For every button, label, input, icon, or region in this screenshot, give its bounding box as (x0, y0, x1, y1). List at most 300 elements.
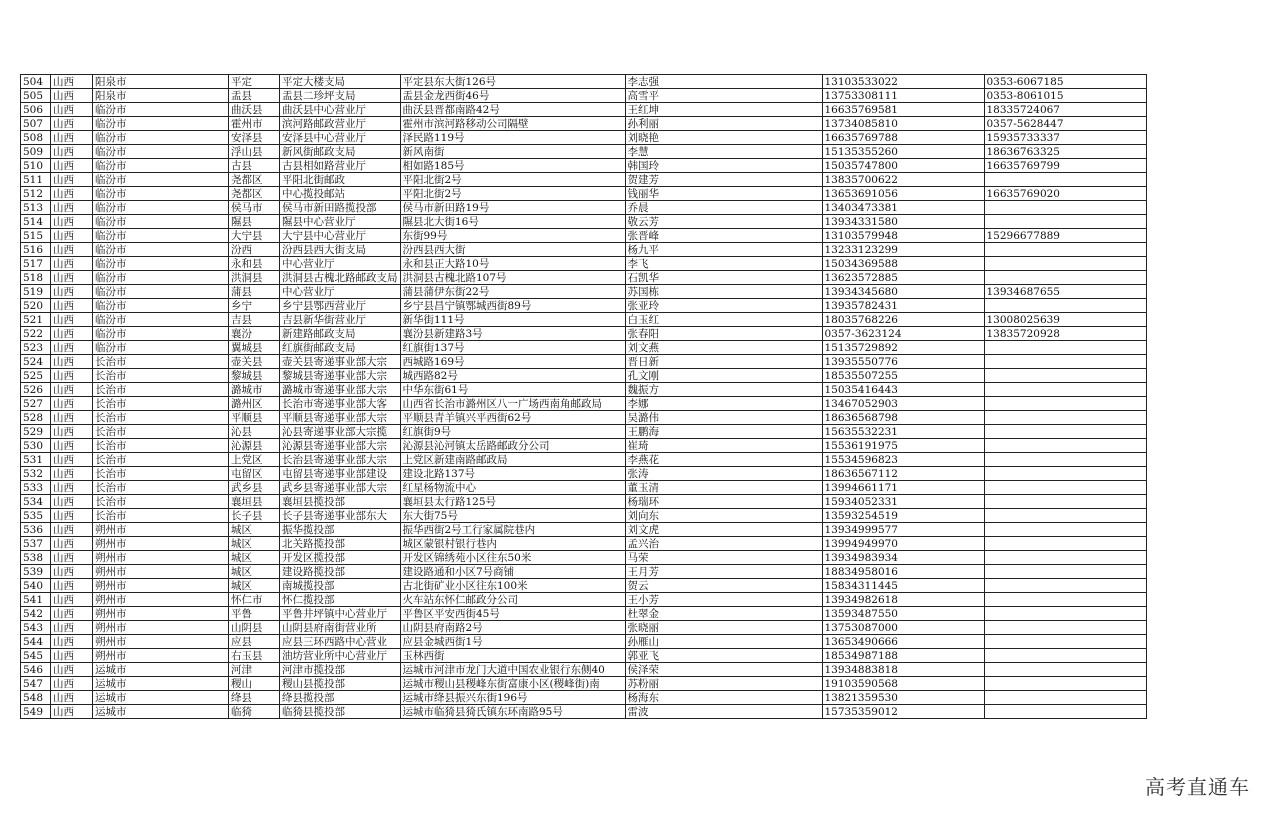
city-cell: 长治市 (93, 481, 229, 495)
contact-name-cell: 侯泽荣 (625, 663, 822, 677)
district-cell: 河津 (229, 663, 280, 677)
province-cell: 山西 (51, 663, 93, 677)
table-row (21, 201, 1147, 215)
district-cell: 城区 (229, 551, 280, 565)
city-cell: 朔州市 (93, 579, 229, 593)
branch-name-cell: 中心揽投邮站 (280, 187, 401, 201)
city-cell: 朔州市 (93, 537, 229, 551)
alt-phone-cell (984, 173, 1146, 187)
branch-name-cell: 应县三环西路中心营业 (280, 635, 401, 649)
province-cell: 山西 (51, 649, 93, 663)
city-cell: 长治市 (93, 383, 229, 397)
alt-phone-cell (984, 243, 1146, 257)
address-cell: 开发区锦绣苑小区往东50米 (400, 551, 625, 565)
province-cell: 山西 (51, 453, 93, 467)
province-cell: 山西 (51, 257, 93, 271)
address-cell: 运城市稷山县稷峰东街富康小区(稷峰街)南 (400, 677, 625, 691)
province-cell: 山西 (51, 467, 93, 481)
address-cell: 平阳北街2号 (400, 187, 625, 201)
alt-phone-cell (984, 537, 1146, 551)
province-cell: 山西 (51, 103, 93, 117)
row-number-cell: 546 (21, 663, 51, 677)
address-cell: 振华西街2号工行家属院巷内 (400, 523, 625, 537)
row-number-cell: 530 (21, 439, 51, 453)
city-cell: 长治市 (93, 453, 229, 467)
alt-phone-cell (984, 523, 1146, 537)
table-body (21, 75, 1147, 719)
branch-name-cell: 襄垣县揽投部 (280, 495, 401, 509)
table-row (21, 75, 1147, 89)
contact-name-cell: 张涛 (625, 467, 822, 481)
phone-cell: 15135729892 (822, 341, 984, 355)
address-cell: 城西路82号 (400, 369, 625, 383)
branch-name-cell: 吉县新华街营业厅 (280, 313, 401, 327)
city-cell: 长治市 (93, 509, 229, 523)
district-cell: 潞城市 (229, 383, 280, 397)
table-row (21, 369, 1147, 383)
phone-cell: 13935550776 (822, 355, 984, 369)
contact-name-cell: 苏国栋 (625, 285, 822, 299)
address-cell: 霍州市滨河路移动公司隔壁 (400, 117, 625, 131)
address-cell: 运城市临猗县猗氏镇东环南路95号 (400, 705, 625, 719)
row-number-cell: 518 (21, 271, 51, 285)
district-cell: 上党区 (229, 453, 280, 467)
table-row (21, 579, 1147, 593)
contact-name-cell: 李飞 (625, 257, 822, 271)
contact-name-cell: 王红坤 (625, 103, 822, 117)
city-cell: 朔州市 (93, 551, 229, 565)
contact-name-cell: 贺云 (625, 579, 822, 593)
table-row (21, 467, 1147, 481)
city-cell: 运城市 (93, 705, 229, 719)
district-cell: 城区 (229, 579, 280, 593)
phone-cell: 18834958016 (822, 565, 984, 579)
alt-phone-cell: 13008025639 (984, 313, 1146, 327)
province-cell: 山西 (51, 705, 93, 719)
district-cell: 隰县 (229, 215, 280, 229)
province-cell: 山西 (51, 425, 93, 439)
row-number-cell: 527 (21, 397, 51, 411)
alt-phone-cell (984, 607, 1146, 621)
row-number-cell: 512 (21, 187, 51, 201)
phone-cell: 15534596823 (822, 453, 984, 467)
branch-name-cell: 屯留县寄递事业部建设 (280, 467, 401, 481)
city-cell: 长治市 (93, 467, 229, 481)
row-number-cell: 519 (21, 285, 51, 299)
district-cell: 平顺县 (229, 411, 280, 425)
district-cell: 山阴县 (229, 621, 280, 635)
branch-name-cell: 武乡县寄递事业部大宗 (280, 481, 401, 495)
alt-phone-cell (984, 509, 1146, 523)
contact-name-cell: 刘文燕 (625, 341, 822, 355)
city-cell: 长治市 (93, 355, 229, 369)
address-cell: 中华东街61号 (400, 383, 625, 397)
alt-phone-cell (984, 621, 1146, 635)
row-number-cell: 504 (21, 75, 51, 89)
phone-cell: 15834311445 (822, 579, 984, 593)
table-row (21, 187, 1147, 201)
contact-name-cell: 孔文刚 (625, 369, 822, 383)
contact-name-cell: 杜翠金 (625, 607, 822, 621)
address-cell: 西城路169号 (400, 355, 625, 369)
alt-phone-cell (984, 677, 1146, 691)
city-cell: 运城市 (93, 691, 229, 705)
alt-phone-cell: 15935733337 (984, 131, 1146, 145)
address-cell: 隰县北大街16号 (400, 215, 625, 229)
province-cell: 山西 (51, 243, 93, 257)
contact-name-cell: 李燕花 (625, 453, 822, 467)
address-cell: 平顺县青羊镇兴平西街62号 (400, 411, 625, 425)
row-number-cell: 524 (21, 355, 51, 369)
contact-name-cell: 晋日新 (625, 355, 822, 369)
province-cell: 山西 (51, 383, 93, 397)
province-cell: 山西 (51, 551, 93, 565)
alt-phone-cell: 13934687655 (984, 285, 1146, 299)
city-cell: 临汾市 (93, 313, 229, 327)
district-cell: 洪洞县 (229, 271, 280, 285)
phone-cell: 18636568798 (822, 411, 984, 425)
address-cell: 襄汾县新建路3号 (400, 327, 625, 341)
branch-name-cell: 平鲁井坪镇中心营业厅 (280, 607, 401, 621)
district-cell: 右玉县 (229, 649, 280, 663)
contact-name-cell: 崔琦 (625, 439, 822, 453)
district-cell: 曲沃县 (229, 103, 280, 117)
table-row (21, 159, 1147, 173)
table-row (21, 341, 1147, 355)
phone-cell: 18534987188 (822, 649, 984, 663)
alt-phone-cell: 0357-5628447 (984, 117, 1146, 131)
city-cell: 临汾市 (93, 145, 229, 159)
phone-cell: 15135355260 (822, 145, 984, 159)
row-number-cell: 528 (21, 411, 51, 425)
row-number-cell: 534 (21, 495, 51, 509)
contact-name-cell: 张春阳 (625, 327, 822, 341)
contact-name-cell: 刘文虎 (625, 523, 822, 537)
row-number-cell: 541 (21, 593, 51, 607)
branch-name-cell: 长子县寄递事业部东大 (280, 509, 401, 523)
district-cell: 盂县 (229, 89, 280, 103)
city-cell: 临汾市 (93, 243, 229, 257)
alt-phone-cell (984, 481, 1146, 495)
table-row (21, 453, 1147, 467)
phone-cell: 13103533022 (822, 75, 984, 89)
table-row (21, 257, 1147, 271)
contact-name-cell: 杨海东 (625, 691, 822, 705)
branch-name-cell: 平顺县寄递事业部大宗 (280, 411, 401, 425)
district-cell: 怀仁市 (229, 593, 280, 607)
branch-name-cell: 新建路邮政支局 (280, 327, 401, 341)
phone-cell: 13653490666 (822, 635, 984, 649)
district-cell: 浮山县 (229, 145, 280, 159)
address-cell: 沁源县沁河镇太岳路邮政分公司 (400, 439, 625, 453)
branch-name-cell: 油坊营业所中心营业厅 (280, 649, 401, 663)
phone-cell: 13623572885 (822, 271, 984, 285)
city-cell: 临汾市 (93, 117, 229, 131)
branch-name-cell: 长治县寄递事业部大宗 (280, 453, 401, 467)
branch-name-cell: 安泽县中心营业厅 (280, 131, 401, 145)
alt-phone-cell (984, 411, 1146, 425)
table-row (21, 89, 1147, 103)
branch-name-cell: 北关路揽投部 (280, 537, 401, 551)
province-cell: 山西 (51, 145, 93, 159)
address-cell: 红星杨物流中心 (400, 481, 625, 495)
branch-name-cell: 平定大楼支局 (280, 75, 401, 89)
province-cell: 山西 (51, 523, 93, 537)
district-cell: 城区 (229, 523, 280, 537)
branch-name-cell: 长治市寄递事业部大客 (280, 397, 401, 411)
phone-cell: 15536191975 (822, 439, 984, 453)
row-number-cell: 521 (21, 313, 51, 327)
alt-phone-cell: 18636763325 (984, 145, 1146, 159)
alt-phone-cell (984, 705, 1146, 719)
phone-cell: 15735359012 (822, 705, 984, 719)
address-cell: 运城市河津市龙门大道中国农业银行东侧40 (400, 663, 625, 677)
row-number-cell: 543 (21, 621, 51, 635)
table-row (21, 229, 1147, 243)
province-cell: 山西 (51, 117, 93, 131)
city-cell: 长治市 (93, 369, 229, 383)
table-row (21, 691, 1147, 705)
city-cell: 朔州市 (93, 621, 229, 635)
alt-phone-cell (984, 453, 1146, 467)
district-cell: 永和县 (229, 257, 280, 271)
row-number-cell: 511 (21, 173, 51, 187)
district-cell: 侯马市 (229, 201, 280, 215)
city-cell: 朔州市 (93, 523, 229, 537)
city-cell: 长治市 (93, 495, 229, 509)
city-cell: 长治市 (93, 425, 229, 439)
province-cell: 山西 (51, 215, 93, 229)
address-cell: 永和县正大路10号 (400, 257, 625, 271)
province-cell: 山西 (51, 285, 93, 299)
address-cell: 城区蒙银村银行巷内 (400, 537, 625, 551)
branch-name-cell: 盂县二珍坪支局 (280, 89, 401, 103)
branch-name-cell: 中心营业厅 (280, 257, 401, 271)
city-cell: 临汾市 (93, 285, 229, 299)
district-cell: 城区 (229, 537, 280, 551)
branch-name-cell: 新风街邮政支局 (280, 145, 401, 159)
phone-cell: 0357-3623124 (822, 327, 984, 341)
phone-cell: 18035768226 (822, 313, 984, 327)
province-cell: 山西 (51, 397, 93, 411)
alt-phone-cell (984, 565, 1146, 579)
district-cell: 黎城县 (229, 369, 280, 383)
alt-phone-cell (984, 495, 1146, 509)
table-row (21, 355, 1147, 369)
province-cell: 山西 (51, 537, 93, 551)
district-cell: 沁源县 (229, 439, 280, 453)
district-cell: 襄垣县 (229, 495, 280, 509)
contact-name-cell: 苏粉丽 (625, 677, 822, 691)
phone-cell: 19103590568 (822, 677, 984, 691)
table-row (21, 145, 1147, 159)
contact-name-cell: 孟兴治 (625, 537, 822, 551)
row-number-cell: 526 (21, 383, 51, 397)
address-cell: 新华街111号 (400, 313, 625, 327)
table-row (21, 383, 1147, 397)
phone-cell: 13934983934 (822, 551, 984, 565)
row-number-cell: 535 (21, 509, 51, 523)
phone-cell: 13403473381 (822, 201, 984, 215)
district-cell: 蒲县 (229, 285, 280, 299)
contact-name-cell: 刘晓艳 (625, 131, 822, 145)
contact-name-cell: 乔晨 (625, 201, 822, 215)
branch-name-cell: 振华揽投部 (280, 523, 401, 537)
branch-name-cell: 壶关县寄递事业部大宗 (280, 355, 401, 369)
row-number-cell: 525 (21, 369, 51, 383)
branch-name-cell: 中心营业厅 (280, 285, 401, 299)
row-number-cell: 520 (21, 299, 51, 313)
district-cell: 乡宁 (229, 299, 280, 313)
address-cell: 乡宁县昌宁镇鄂城西街89号 (400, 299, 625, 313)
alt-phone-cell: 15296677889 (984, 229, 1146, 243)
province-cell: 山西 (51, 131, 93, 145)
alt-phone-cell (984, 551, 1146, 565)
phone-cell: 13935782431 (822, 299, 984, 313)
province-cell: 山西 (51, 593, 93, 607)
phone-cell: 13821359530 (822, 691, 984, 705)
contact-name-cell: 郭亚飞 (625, 649, 822, 663)
province-cell: 山西 (51, 621, 93, 635)
phone-cell: 13593487550 (822, 607, 984, 621)
row-number-cell: 540 (21, 579, 51, 593)
row-number-cell: 539 (21, 565, 51, 579)
city-cell: 朔州市 (93, 649, 229, 663)
phone-cell: 15635532231 (822, 425, 984, 439)
phone-cell: 13653691056 (822, 187, 984, 201)
province-cell: 山西 (51, 173, 93, 187)
province-cell: 山西 (51, 411, 93, 425)
alt-phone-cell (984, 439, 1146, 453)
address-cell: 汾西县西大街 (400, 243, 625, 257)
branch-name-cell: 开发区揽投部 (280, 551, 401, 565)
address-cell: 新风南街 (400, 145, 625, 159)
table-row (21, 327, 1147, 341)
phone-cell: 18636567112 (822, 467, 984, 481)
address-cell: 火车站东怀仁邮政分公司 (400, 593, 625, 607)
province-cell: 山西 (51, 313, 93, 327)
table-row (21, 103, 1147, 117)
alt-phone-cell (984, 579, 1146, 593)
province-cell: 山西 (51, 299, 93, 313)
table-row (21, 397, 1147, 411)
phone-cell: 13467052903 (822, 397, 984, 411)
address-cell: 山阴县府南路2号 (400, 621, 625, 635)
branch-name-cell: 侯马市新田路揽投部 (280, 201, 401, 215)
address-cell: 平阳北街2号 (400, 173, 625, 187)
table-row (21, 537, 1147, 551)
alt-phone-cell (984, 593, 1146, 607)
branch-name-cell: 建设路揽投部 (280, 565, 401, 579)
branch-name-cell: 洪洞县古槐北路邮政支局 (280, 271, 401, 285)
city-cell: 临汾市 (93, 271, 229, 285)
city-cell: 运城市 (93, 677, 229, 691)
city-cell: 临汾市 (93, 215, 229, 229)
address-cell: 运城市绛县振兴东街196号 (400, 691, 625, 705)
phone-cell: 18535507255 (822, 369, 984, 383)
row-number-cell: 548 (21, 691, 51, 705)
contact-name-cell: 石凯华 (625, 271, 822, 285)
city-cell: 临汾市 (93, 159, 229, 173)
alt-phone-cell (984, 691, 1146, 705)
district-cell: 绛县 (229, 691, 280, 705)
contact-name-cell: 敬云芳 (625, 215, 822, 229)
province-cell: 山西 (51, 327, 93, 341)
alt-phone-cell (984, 649, 1146, 663)
contact-name-cell: 刘向东 (625, 509, 822, 523)
branch-name-cell: 潞城市寄递事业部大宗 (280, 383, 401, 397)
row-number-cell: 513 (21, 201, 51, 215)
phone-cell: 13934345680 (822, 285, 984, 299)
address-cell: 红旗街137号 (400, 341, 625, 355)
district-cell: 翼城县 (229, 341, 280, 355)
row-number-cell: 536 (21, 523, 51, 537)
province-cell: 山西 (51, 635, 93, 649)
table-row (21, 425, 1147, 439)
address-cell: 洪洞县古槐北路107号 (400, 271, 625, 285)
contact-name-cell: 王月芳 (625, 565, 822, 579)
branch-name-cell: 绛县揽投部 (280, 691, 401, 705)
city-cell: 临汾市 (93, 173, 229, 187)
address-cell: 曲沃县晋都南路42号 (400, 103, 625, 117)
phone-cell: 13934999577 (822, 523, 984, 537)
table-row (21, 621, 1147, 635)
city-cell: 长治市 (93, 397, 229, 411)
row-number-cell: 544 (21, 635, 51, 649)
branch-name-cell: 沁县寄递事业部大宗揽 (280, 425, 401, 439)
contact-name-cell: 李慧 (625, 145, 822, 159)
city-cell: 阳泉市 (93, 89, 229, 103)
row-number-cell: 545 (21, 649, 51, 663)
address-cell: 襄垣县太行路125号 (400, 495, 625, 509)
alt-phone-cell: 16635769020 (984, 187, 1146, 201)
alt-phone-cell (984, 369, 1146, 383)
district-cell: 长子县 (229, 509, 280, 523)
table-row (21, 551, 1147, 565)
alt-phone-cell (984, 341, 1146, 355)
alt-phone-cell (984, 663, 1146, 677)
row-number-cell: 549 (21, 705, 51, 719)
province-cell: 山西 (51, 495, 93, 509)
branch-name-cell: 红旗街邮政支局 (280, 341, 401, 355)
phone-cell: 15034369588 (822, 257, 984, 271)
city-cell: 长治市 (93, 411, 229, 425)
alt-phone-cell (984, 635, 1146, 649)
district-cell: 应县 (229, 635, 280, 649)
table-row (21, 509, 1147, 523)
contact-name-cell: 杨九平 (625, 243, 822, 257)
branch-name-cell: 河津市揽投部 (280, 663, 401, 677)
province-cell: 山西 (51, 607, 93, 621)
row-number-cell: 514 (21, 215, 51, 229)
address-cell: 东大街75号 (400, 509, 625, 523)
table-row (21, 663, 1147, 677)
city-cell: 临汾市 (93, 201, 229, 215)
address-cell: 红旗街9号 (400, 425, 625, 439)
contact-name-cell: 张亚玲 (625, 299, 822, 313)
contact-name-cell: 白玉红 (625, 313, 822, 327)
row-number-cell: 507 (21, 117, 51, 131)
province-cell: 山西 (51, 229, 93, 243)
alt-phone-cell (984, 425, 1146, 439)
city-cell: 临汾市 (93, 131, 229, 145)
contact-name-cell: 董玉清 (625, 481, 822, 495)
address-cell: 泽民路119号 (400, 131, 625, 145)
alt-phone-cell (984, 397, 1146, 411)
alt-phone-cell (984, 355, 1146, 369)
address-cell: 盂县金龙西街46号 (400, 89, 625, 103)
table-row (21, 313, 1147, 327)
